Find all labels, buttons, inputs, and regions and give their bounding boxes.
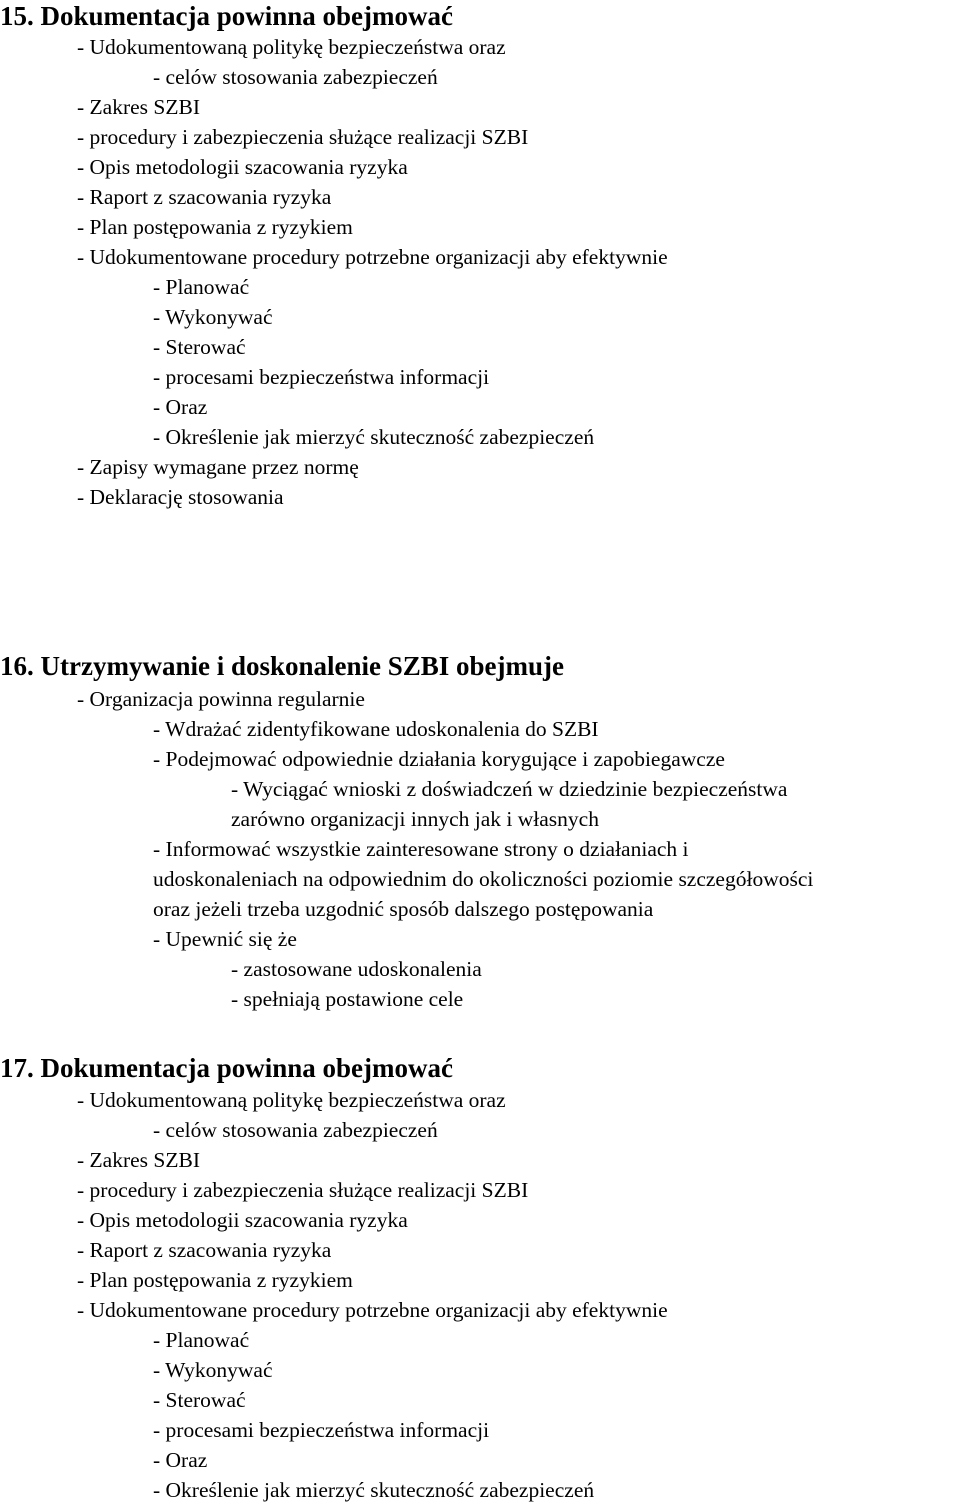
list-item-continuation: zarówno organizacji innych jak i własnych	[231, 807, 599, 831]
list-item: - Wdrażać zidentyfikowane udoskonalenia do SZBI	[153, 717, 599, 741]
list-item: - procedury i zabezpieczenia służące realizacji SZBI	[77, 1178, 529, 1202]
list-item: - Planować	[153, 275, 250, 299]
list-item: - procesami bezpieczeństwa informacji	[153, 365, 490, 389]
list-item: - Deklarację stosowania	[77, 485, 284, 509]
list-item: - procesami bezpieczeństwa informacji	[153, 1418, 490, 1442]
list-item: - Plan postępowania z ryzykiem	[77, 1268, 353, 1292]
list-item: - Raport z szacowania ryzyka	[77, 185, 332, 209]
list-item: - Podejmować odpowiednie działania korygujące i zapobiegawcze	[153, 747, 725, 771]
list-item: - Oraz	[153, 395, 208, 419]
list-item: - Opis metodologii szacowania ryzyka	[77, 155, 408, 179]
list-item: - Sterować	[153, 335, 246, 359]
list-item: - Upewnić się że	[153, 927, 297, 951]
list-item: - zastosowane udoskonalenia	[231, 957, 482, 981]
section-15-heading: 15. Dokumentacja powinna obejmować	[0, 1, 454, 31]
list-item-continuation: udoskonaleniach na odpowiednim do okoliczności poziomie szczegółowości	[153, 867, 814, 891]
section-17-heading: 17. Dokumentacja powinna obejmować	[0, 1053, 454, 1083]
list-item: - Zapisy wymagane przez normę	[77, 455, 359, 479]
list-item: - Określenie jak mierzyć skuteczność zabezpieczeń	[153, 1478, 595, 1502]
list-item: - procedury i zabezpieczenia służące realizacji SZBI	[77, 125, 529, 149]
list-item: - Sterować	[153, 1388, 246, 1412]
section-16-heading: 16. Utrzymywanie i doskonalenie SZBI obejmuje	[0, 651, 565, 681]
list-item-continuation: oraz jeżeli trzeba uzgodnić sposób dalszego postępowania	[153, 897, 654, 921]
list-item: - Organizacja powinna regularnie	[77, 687, 365, 711]
list-item: - spełniają postawione cele	[231, 987, 464, 1011]
list-item: - Zakres SZBI	[77, 1148, 200, 1172]
list-item: - Raport z szacowania ryzyka	[77, 1238, 332, 1262]
list-item: - Udokumentowaną politykę bezpieczeństwa oraz	[77, 1088, 506, 1112]
list-item: - celów stosowania zabezpieczeń	[153, 65, 438, 89]
list-item: - Udokumentowane procedury potrzebne organizacji aby efektywnie	[77, 1298, 668, 1322]
list-item: - Wykonywać	[153, 305, 273, 329]
list-item: - Udokumentowane procedury potrzebne organizacji aby efektywnie	[77, 245, 668, 269]
list-item: - Planować	[153, 1328, 250, 1352]
list-item: - Udokumentowaną politykę bezpieczeństwa oraz	[77, 35, 506, 59]
list-item: - Opis metodologii szacowania ryzyka	[77, 1208, 408, 1232]
list-item: - Informować wszystkie zainteresowane strony o działaniach i	[153, 837, 689, 861]
list-item: - Określenie jak mierzyć skuteczność zabezpieczeń	[153, 425, 595, 449]
list-item: - Wykonywać	[153, 1358, 273, 1382]
list-item: - Oraz	[153, 1448, 208, 1472]
list-item: - Plan postępowania z ryzykiem	[77, 215, 353, 239]
list-item: - Zakres SZBI	[77, 95, 200, 119]
list-item: - Wyciągać wnioski z doświadczeń w dziedzinie bezpieczeństwa	[231, 777, 788, 801]
list-item: - celów stosowania zabezpieczeń	[153, 1118, 438, 1142]
